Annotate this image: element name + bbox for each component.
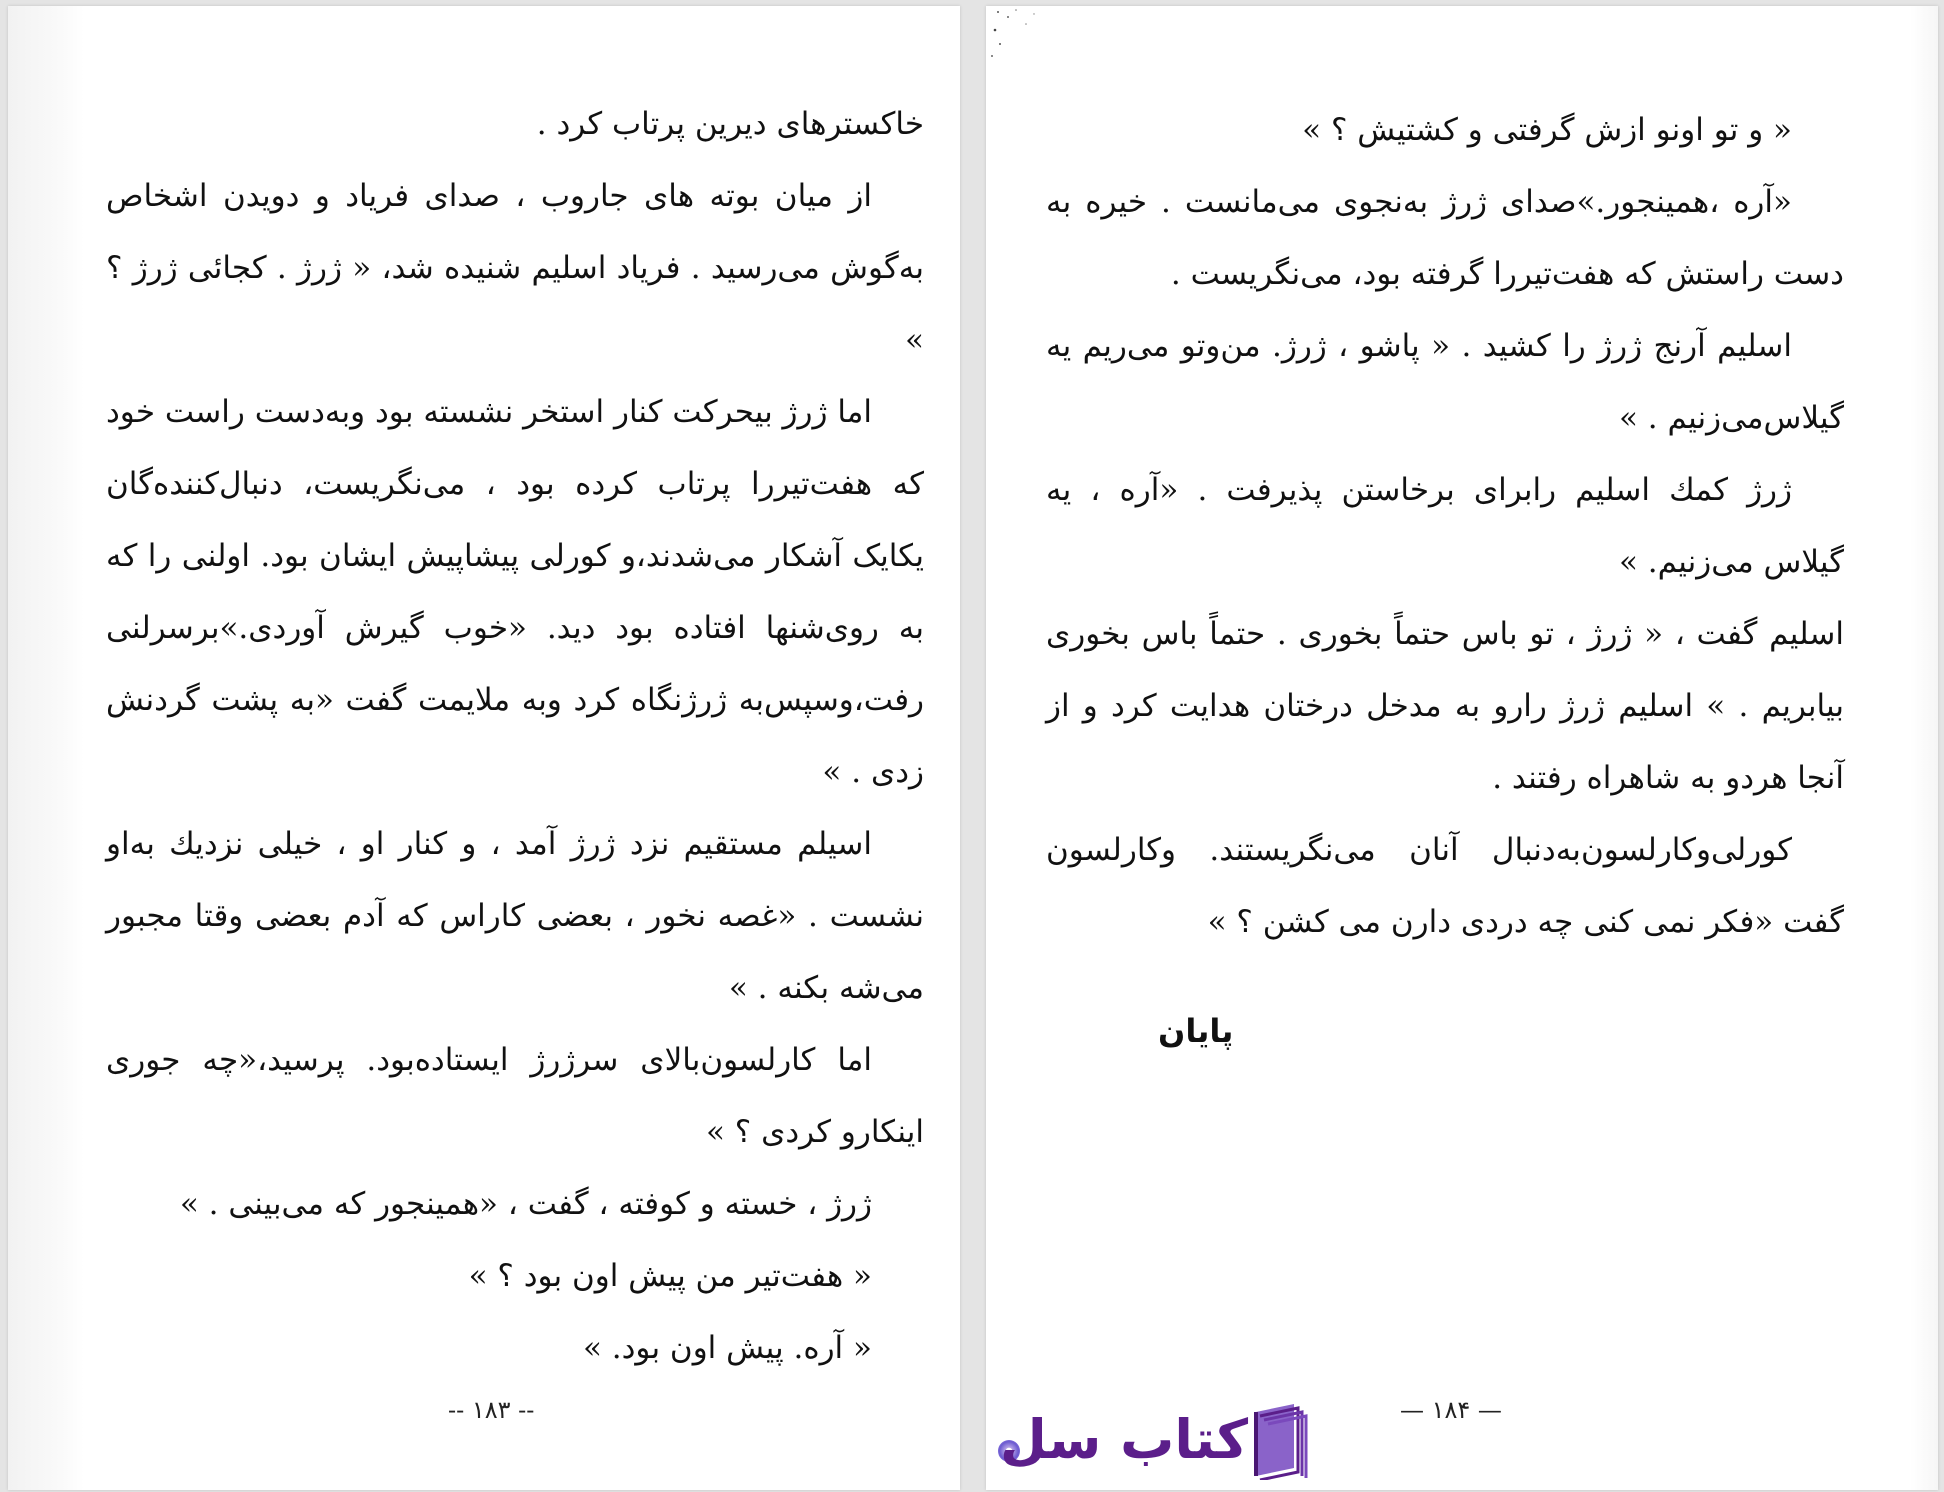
right-page-text [1046, 94, 1844, 958]
paragraph: اسیلم مستقیم نزد ژرژ آمد ، و کنار او ، خیلی نزدیك به‌او نشست . «غصه نخور ، بعضی کاراس که آدم بعضی وقتا مجبور می‌شه بکنه . » [106, 826, 924, 1006]
page-edge-shade [1910, 6, 1938, 1490]
paragraph: اما ژرژ بیحرکت کنار استخر نشسته بود وبه‌دست راست خود که هفت‌تیررا پرتاب کرده بود ، می‌نگریست، دنبال‌کننده‌گان یکایک آشکار می‌شدند،و کورلی پیشاپیش ایشان بود. اولنی را که به روی‌شنها افتاده بود دید. «خوب گیرش آوردی.»برسرلنی رفت،وسپس‌به ژرژنگاه کرد وبه ملایمت گفت «به پشت گردنش زدی . » [106, 394, 924, 790]
paragraph: اسلیم گفت ، « ژرژ ، تو باس حتماً بخوری . حتماً باس بخوری بیابریم . » اسلیم ژرژ رارو به مدخل درختان هدایت کرد و از آنجا هردو به شاهراه رفتند . [1046, 616, 1844, 796]
paragraph: ژرژ کمك اسلیم رابرای برخاستن پذیرفت . «آره ، یه گیلاس می‌زنیم. » [1046, 472, 1844, 580]
page-number: -- ۱۸۳ -- [448, 1396, 535, 1424]
paragraph: « آره. پیش اون بود. » [582, 1330, 872, 1366]
watermark-text: کتاب سل [1000, 1408, 1249, 1471]
paragraph: اسلیم آرنج ژرژ را کشید . « پاشو ، ژرژ. من‌وتو می‌ریم یه گیلاس‌می‌زنیم . » [1046, 328, 1844, 436]
paragraph: « و تو اونو ازش گرفتی و کشتیش ؟ » [1302, 112, 1792, 148]
paragraph: کورلی‌وکارلسون‌به‌دنبال آنان می‌نگریستند. وکارلسون گفت «فکر نمی کنی چه دردی دارن می کشن ؟ » [1046, 832, 1844, 940]
paragraph: اما کارلسون‌بالای سرژرژ ایستاده‌بود. پرسید،«چه جوری اینکارو کردی ؟ » [106, 1042, 924, 1150]
page-gutter-shade [8, 6, 84, 1490]
paragraph: خاکسترهای دیرین پرتاب کرد . [536, 106, 924, 142]
paragraph: «آره ،همینجور.»صدای ژرژ به‌نجوی می‌مانست . خیره به دست راستش که هفت‌تیررا گرفته بود، می‌نگریست . [1046, 184, 1844, 292]
right-page [986, 6, 1938, 1490]
watermark-logo [992, 1398, 1252, 1482]
end-label: پایان [1158, 1012, 1234, 1050]
book-icon [1250, 1402, 1314, 1480]
left-page-text [106, 88, 924, 1384]
paragraph: « هفت‌تیر من پیش اون بود ؟ » [468, 1258, 872, 1294]
left-page [8, 6, 960, 1490]
page-number: — ۱۸۴ — [1400, 1396, 1502, 1424]
scan-specks [986, 6, 1066, 66]
paragraph: ژرژ ، خسته و کوفته ، گفت ، «همینجور که می‌بینی . » [179, 1186, 872, 1222]
paragraph: از میان بوته های جاروب ، صدای فریاد و دویدن اشخاص به‌گوش می‌رسید . فریاد اسلیم شنیده شد، « ژرژ . کجائی ژرژ ؟ » [106, 178, 924, 358]
